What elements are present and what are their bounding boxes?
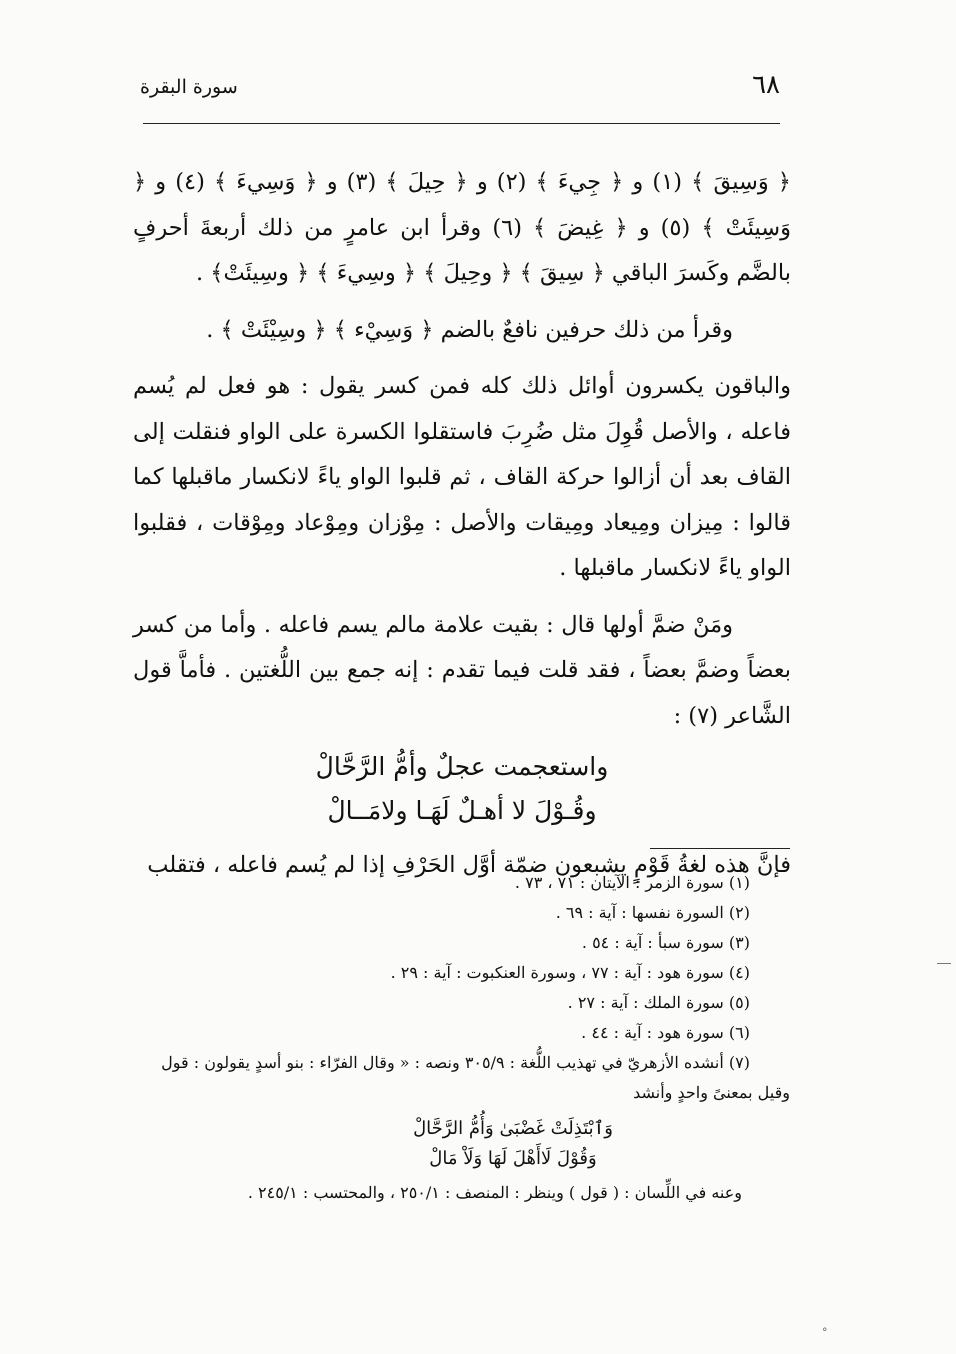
verse-line-2: وقُـوْلَ لا أهـلٌ لَهَـا ولامَــالْ <box>327 796 597 825</box>
footnote-6: (٦) سورة هود : آية : ٤٤ . <box>581 1023 750 1042</box>
page-header <box>140 70 780 110</box>
footnote-4: (٤) سورة هود : آية : ٧٧ ، وسورة العنكبوت : آية : ٢٩ . <box>390 963 750 982</box>
footnotes <box>126 868 790 1224</box>
paragraph-1: ﴿ وَسِيقَ ﴾ (١) و ﴿ جِيءَ ﴾ (٢) و ﴿ حِيلَ ﴾ (٣) و ﴿ وَسِيءَ ﴾ (٤) و ﴿ وَسِيئَتْ ﴾ (٥) و ﴿ غِيضَ ﴾ (٦) وقرأ ابن عامرٍ من ذلك أربعةَ أحرفٍ بالضَّم وكَسرَ الباقي ﴿ سِيقَ ﴾ ﴿ وحِيلَ ﴾ ﴿ وسِيءَ ﴾ ﴿ وسِيئَتْ﴾ . <box>133 169 791 286</box>
running-head: سورة البقرة <box>140 76 238 98</box>
footnote-separator <box>650 848 790 849</box>
verse-line-1: واستعجمت عجلٌ وأمُّ الرَّحَّالْ <box>315 752 609 781</box>
footnote-3: (٣) سورة سبأ : آية : ٥٤ . <box>581 933 750 952</box>
footnote-7: (٧) أنشده الأزهريّ في تهذيب اللُّغة : ٣٠٥/٩ ونصه : « وقال الفرّاء : بنو أسدٍ يقولون : قول <box>161 1053 750 1072</box>
footnote-5: (٥) سورة الملك : آية : ٢٧ . <box>567 993 750 1012</box>
header-rule <box>143 123 780 124</box>
closing-line: فإنَّ هذه لغةُ قَوْمٍ يشبعون ضمّة أوَّل الحَرْفِ إذا لم يُسم فاعله ، فتقلب <box>147 852 791 878</box>
margin-mark <box>937 963 951 964</box>
page-number: ٦٨ <box>752 70 780 100</box>
paragraph-3: والباقون يكسرون أوائل ذلك كله فمن كسر يقول : هو فعل لم يُسم فاعله ، والأصل قُوِلَ مثل ضُرِبَ فاستقلوا الكسرة على الواو فنقلت إلى القاف بعد أن أزالوا حركة القاف ، ثم قلبوا الواو ياءً لانكسار ماقبلها كما قالوا : مِيزان ومِيعاد ومِيقات والأصل : مِوْزان ومِوْعاد ومِوْقات ، فقلبوا الواو ياءً لانكسار ماقبلها . <box>133 373 791 581</box>
footnote-1: (١) سورة الزمر : الآيتان : ٧١ ، ٧٣ . <box>514 873 750 892</box>
footnote-7-continuation: وقيل بمعنىً واحدٍ وأنشد <box>633 1083 790 1102</box>
footnote-verse-line-1: وَٱبْتَذِلَتْ غَضْبَىٰ وَأُمُّ الرَّحَّالْ <box>413 1118 613 1139</box>
paragraph-4: ومَنْ ضمَّ أولها قال : بقيت علامة مالم يسم فاعله . وأما من كسر بعضاً وضمَّ بعضاً ، فقد قلت فيما تقدم : إنه جمع بين اللُّغتين . فأماَّ قول الشَّاعر (٧) : <box>133 611 791 729</box>
footnote-2: (٢) السورة نفسها : آية : ٦٩ . <box>555 903 750 922</box>
scan-speck: ° <box>822 1326 828 1339</box>
footnote-verse <box>126 1114 790 1174</box>
paragraph-2: وقرأ من ذلك حرفين نافعٌ بالضم ﴿ وَسِيْء ﴾ ﴿ وسِيْئَتْ ﴾ . <box>206 316 733 343</box>
footnote-verse-line-2: وَقُوْلَ لَاأَهْلَ لَهَا وَلَاْ مَالْ <box>429 1148 597 1169</box>
poem-verse <box>133 745 791 833</box>
footnote-7-source: وعنه في اللِّسان : ( قول ) وينظر : المنصف : ٢٥٠/١ ، والمحتسب : ٢٤٥/١ . <box>247 1183 742 1202</box>
main-text <box>133 160 791 889</box>
